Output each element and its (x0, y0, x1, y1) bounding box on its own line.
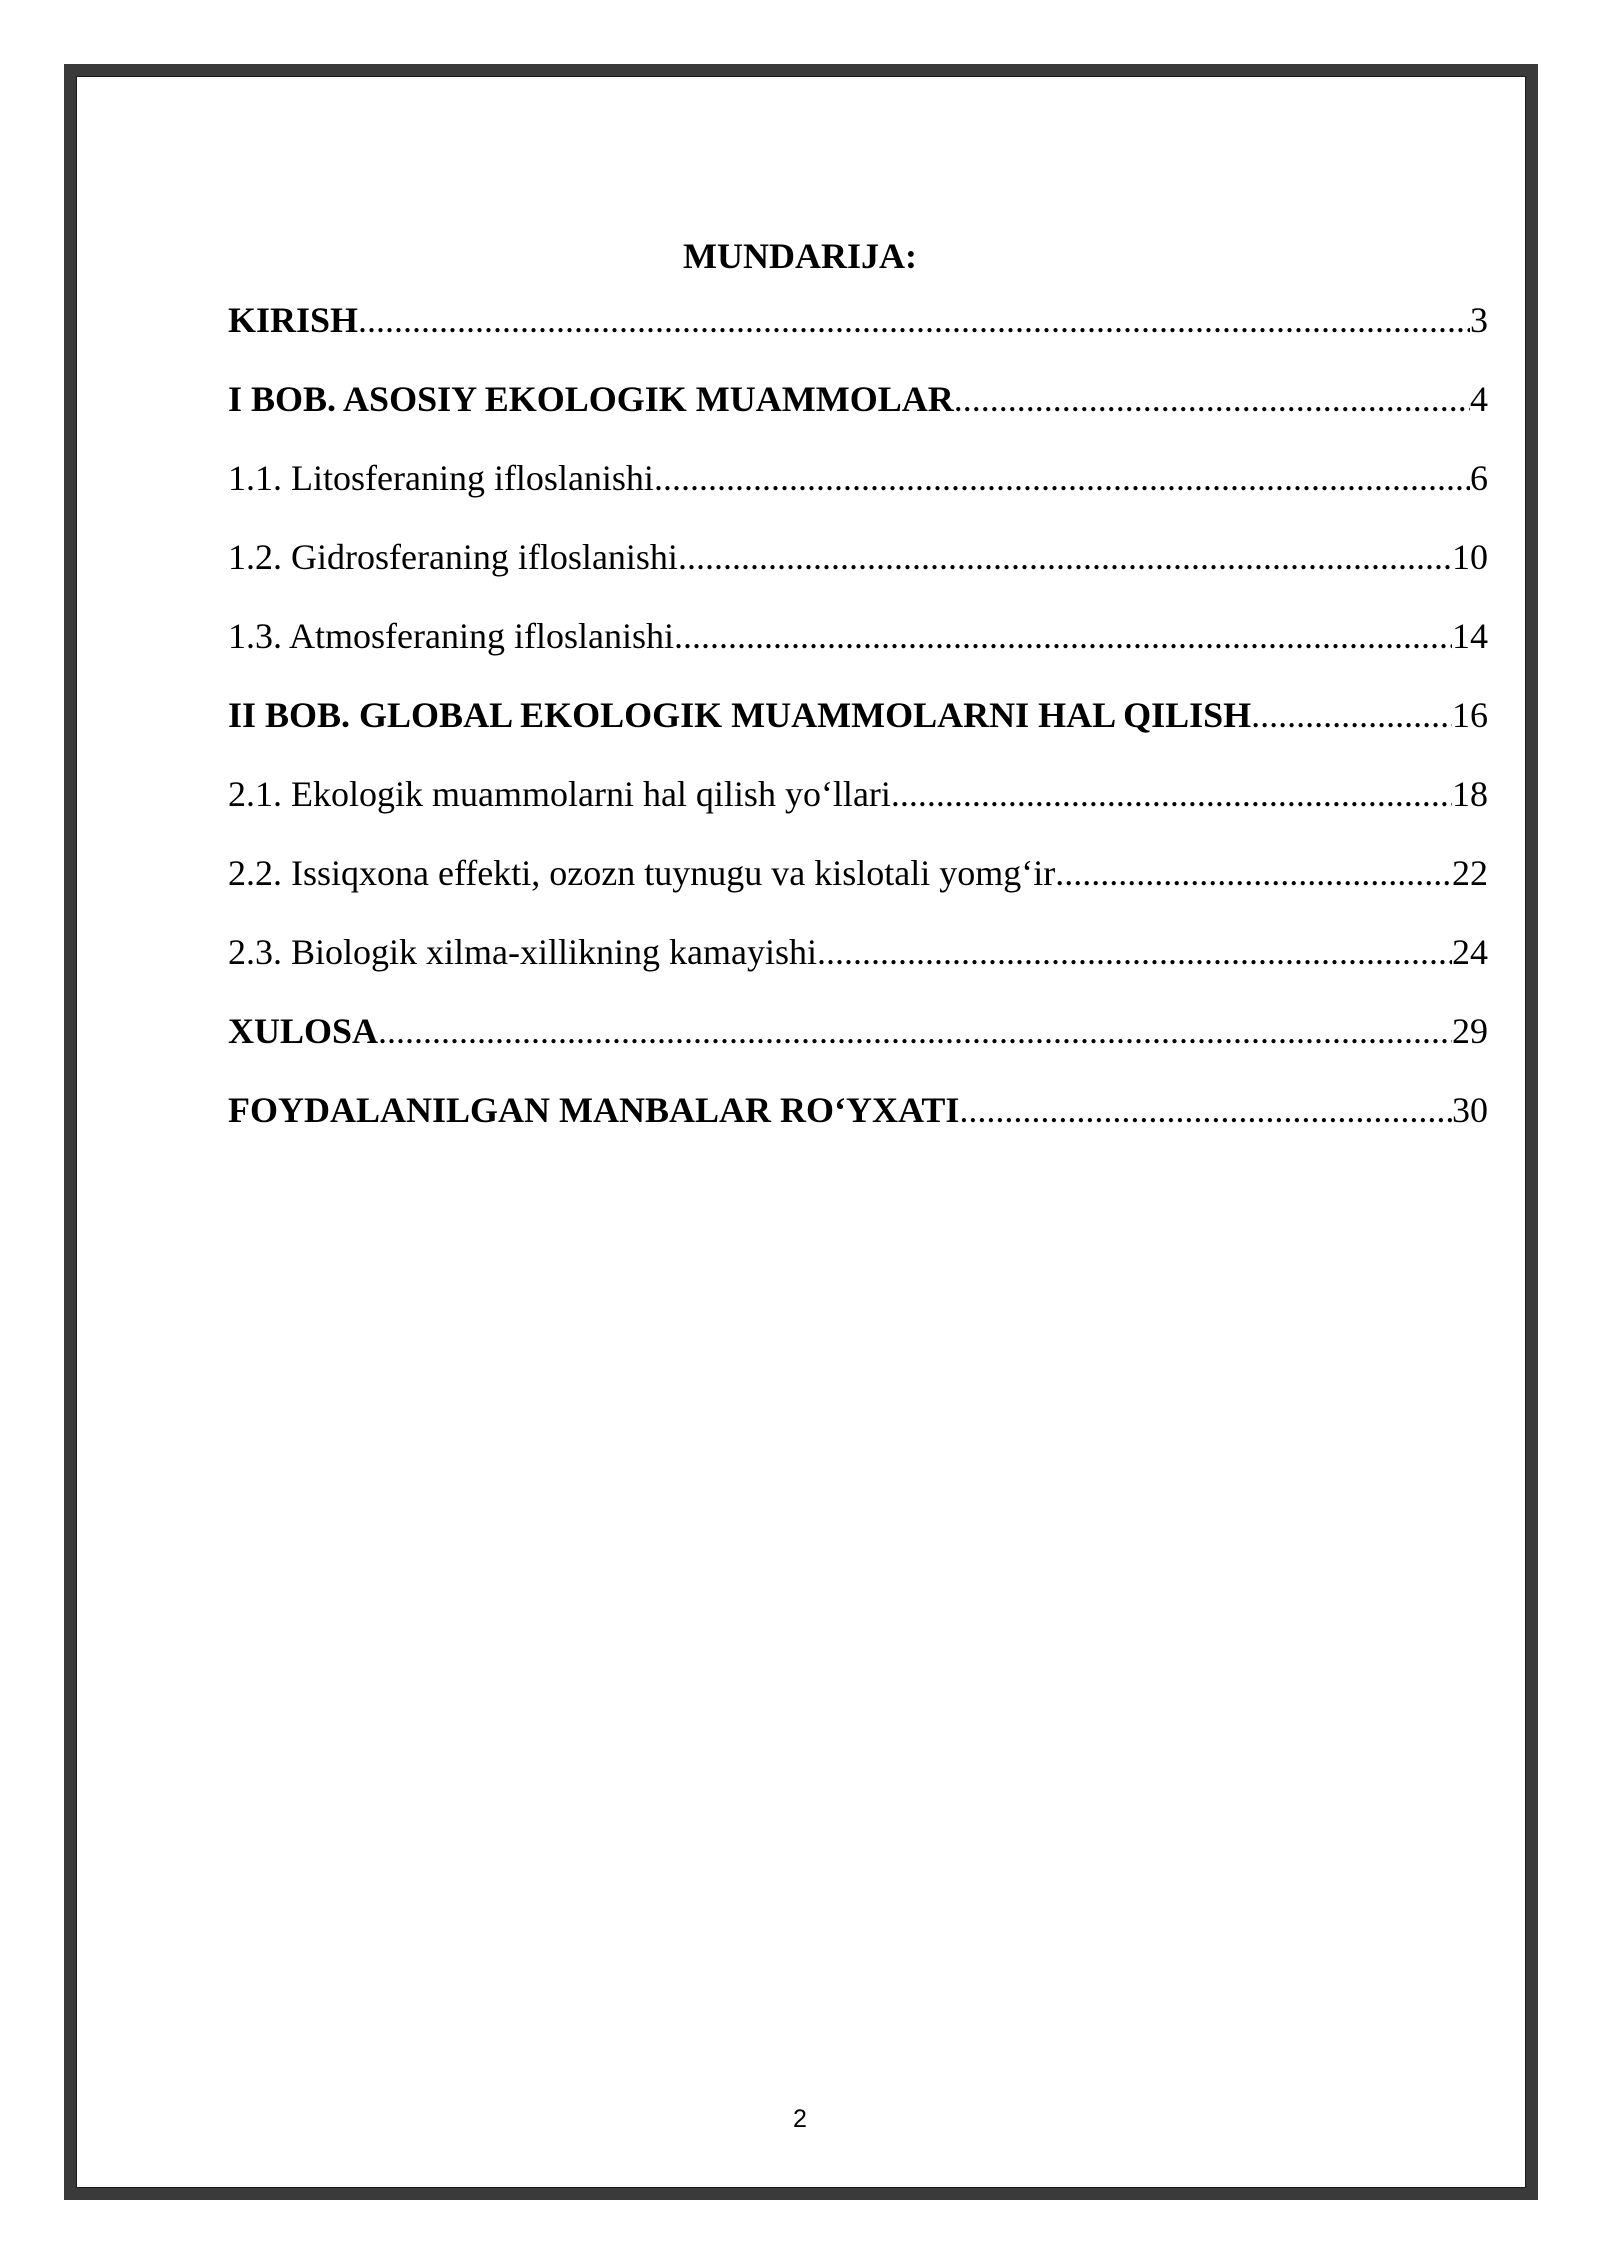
toc-entry[interactable] (228, 375, 1488, 454)
toc-entry-page: 16 (1452, 695, 1488, 735)
toc-dot-leader (358, 296, 1470, 344)
toc-entry-label: KIRISH (228, 300, 359, 340)
toc-entry[interactable] (228, 1007, 1488, 1086)
toc-entry-label: FOYDALANILGAN MANBALAR RO‘YXATI (228, 1090, 960, 1130)
toc-entry[interactable] (228, 691, 1488, 770)
toc-entry-label: 2.3. Biologik xilma-xillikning kamayishi (228, 932, 817, 972)
toc-entry-label: 1.1. Litosferaning ifloslanishi (228, 458, 654, 498)
toc-entry-page: 24 (1452, 932, 1488, 972)
toc-dot-leader (954, 375, 1470, 423)
toc-dot-leader (1055, 849, 1452, 897)
toc-entry[interactable] (228, 533, 1488, 612)
toc-entry[interactable] (228, 928, 1488, 1007)
toc-entry-label: II BOB. GLOBAL EKOLOGIK MUAMMOLARNI HAL QILISH (228, 695, 1252, 735)
toc-dot-leader (891, 770, 1452, 818)
toc-entry-page: 10 (1452, 537, 1488, 577)
toc-entry[interactable] (228, 612, 1488, 691)
table-of-contents (228, 296, 1488, 1165)
toc-dot-leader (654, 454, 1470, 502)
toc-dot-leader (678, 533, 1452, 581)
toc-entry-page: 6 (1470, 458, 1488, 498)
toc-entry-page: 18 (1452, 774, 1488, 814)
toc-entry[interactable] (228, 770, 1488, 849)
page-title: MUNDARIJA: (683, 236, 917, 276)
toc-entry-page: 3 (1470, 300, 1488, 340)
toc-entry[interactable] (228, 296, 1488, 375)
toc-entry-label: 2.1. Ekologik muammolarni hal qilish yo‘llari (228, 774, 891, 814)
toc-entry-page: 22 (1452, 853, 1488, 893)
page-number: 2 (793, 2105, 807, 2133)
toc-entry-label: 2.2. Issiqxona effekti, ozozn tuynugu va kislotali yomg‘ir (228, 853, 1056, 893)
toc-entry-label: 1.2. Gidrosferaning ifloslanishi (228, 537, 678, 577)
toc-entry-label: XULOSA (228, 1011, 379, 1051)
toc-dot-leader (378, 1007, 1452, 1055)
toc-entry[interactable] (228, 849, 1488, 928)
toc-dot-leader (1251, 691, 1452, 739)
toc-entry-page: 29 (1452, 1011, 1488, 1051)
toc-entry-page: 4 (1470, 379, 1488, 419)
toc-entry[interactable] (228, 454, 1488, 533)
toc-dot-leader (959, 1086, 1452, 1134)
toc-entry-page: 30 (1452, 1090, 1488, 1130)
toc-entry-label: 1.3. Atmosferaning ifloslanishi (228, 616, 674, 656)
toc-entry-page: 14 (1452, 616, 1488, 656)
toc-entry-label: I BOB. ASOSIY EKOLOGIK MUAMMOLAR (228, 379, 954, 419)
toc-entry[interactable] (228, 1086, 1488, 1165)
toc-dot-leader (817, 928, 1452, 976)
toc-dot-leader (674, 612, 1452, 660)
